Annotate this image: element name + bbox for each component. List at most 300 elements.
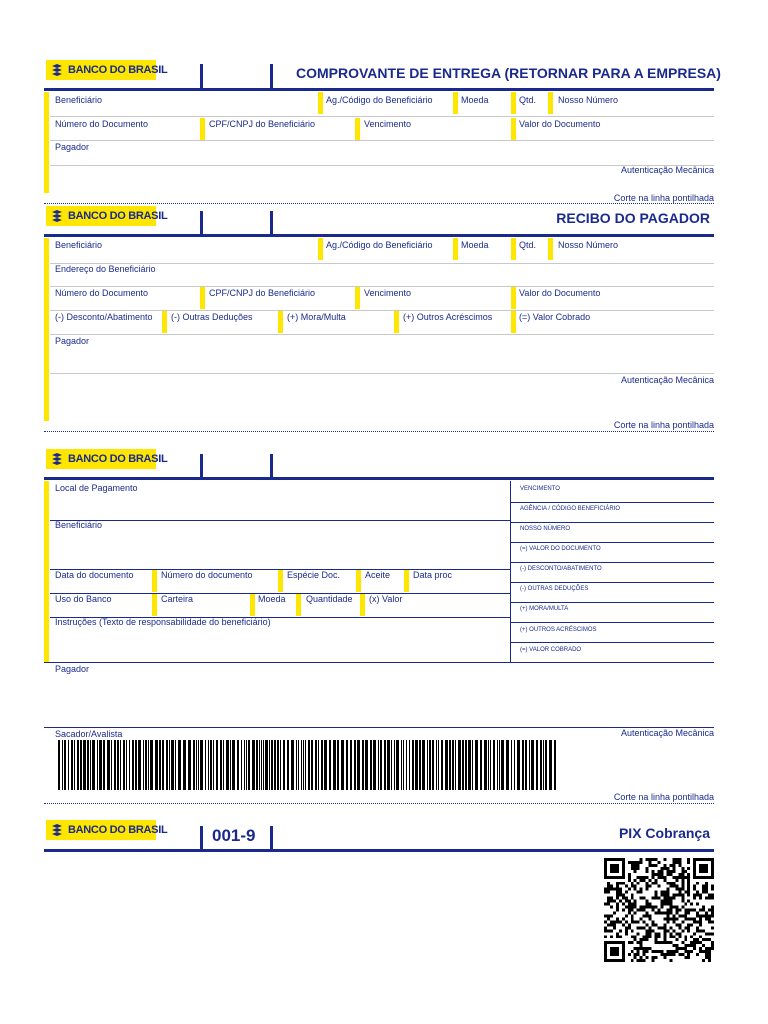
qtd-label: Qtd. (519, 95, 537, 105)
qr-module (649, 864, 652, 867)
qr-module (643, 876, 646, 879)
qr-module (655, 956, 658, 959)
qr-module (610, 914, 613, 917)
qr-module (655, 858, 658, 861)
qr-module (658, 873, 661, 876)
barcode-bar (162, 740, 164, 790)
field-marker (44, 92, 49, 193)
qr-module (613, 959, 616, 962)
barcode-bar (77, 740, 79, 790)
qr-module (619, 888, 622, 891)
row-separator (50, 116, 714, 117)
barcode-bar (132, 740, 134, 790)
qr-module (669, 941, 672, 944)
qr-module (625, 929, 628, 932)
qr-module (708, 932, 711, 935)
qr-module (637, 876, 640, 879)
right-field-label: (-) DESCONTO/ABATIMENTO (520, 566, 602, 572)
qr-module (652, 873, 655, 876)
column-divider (510, 481, 511, 662)
barcode-bar (438, 740, 439, 790)
qr-module (634, 885, 637, 888)
qr-module (678, 888, 681, 891)
qr-module (687, 879, 690, 882)
qr-module (631, 903, 634, 906)
qr-module (607, 929, 610, 932)
qr-module (681, 941, 684, 944)
qr-module (666, 900, 669, 903)
qr-module (610, 920, 613, 923)
qr-module (619, 858, 622, 861)
qr-module (708, 950, 711, 953)
qr-module (652, 909, 655, 912)
qr-module (628, 861, 631, 864)
cut-line (44, 431, 714, 432)
barcode-bar (409, 740, 410, 790)
qr-module (693, 920, 696, 923)
qr-module (649, 861, 652, 864)
qr-module (696, 953, 699, 956)
qr-module (646, 906, 649, 909)
qr-module (690, 923, 693, 926)
qr-module (631, 882, 634, 885)
right-field-label: (+) MORA/MULTA (520, 606, 569, 612)
qr-module (658, 876, 661, 879)
nosso-numero-label: Nosso Número (558, 240, 619, 250)
qr-module (655, 923, 658, 926)
qr-module (613, 911, 616, 914)
qr-module (622, 917, 625, 920)
qr-module (637, 932, 640, 935)
qr-module (658, 861, 661, 864)
qr-module (678, 932, 681, 935)
qr-module (684, 938, 687, 941)
qr-module (660, 873, 663, 876)
qr-module (649, 929, 652, 932)
qr-module (678, 894, 681, 897)
barcode-bar (196, 740, 197, 790)
qr-module (705, 932, 708, 935)
barcode-bar (522, 740, 524, 790)
qr-module (672, 929, 675, 932)
beneficiario-label: Beneficiário (55, 95, 103, 105)
qr-module (660, 926, 663, 929)
field-marker (200, 118, 205, 140)
qr-module (663, 935, 666, 938)
qr-module (616, 891, 619, 894)
barcode-bar (341, 740, 344, 790)
qr-module (655, 938, 658, 941)
qr-module (693, 870, 696, 873)
qr-module (658, 932, 661, 935)
barcode-bar (230, 740, 231, 790)
qr-module (649, 858, 652, 861)
row-separator (50, 140, 714, 141)
autenticacao-label: Autenticação Mecânica (620, 728, 714, 738)
barcode-bar (178, 740, 181, 790)
right-field-label: (=) VALOR DO DOCUMENTO (520, 546, 601, 552)
qr-module (616, 876, 619, 879)
barcode-bar (493, 740, 495, 790)
qr-module (663, 903, 666, 906)
bb-logo-icon (50, 209, 64, 223)
qtd-label: Qtd. (519, 240, 537, 250)
right-field-label: (+) OUTROS ACRÉSCIMOS (520, 627, 597, 633)
qr-module (637, 861, 640, 864)
qr-module (678, 876, 681, 879)
qr-module (604, 861, 607, 864)
qr-module (613, 888, 616, 891)
barcode-bar (208, 740, 209, 790)
qr-module (663, 917, 666, 920)
field-marker (162, 311, 167, 333)
vencimento-label: Vencimento (364, 288, 412, 298)
qr-module (684, 917, 687, 920)
qr-module (610, 947, 613, 950)
qr-module (678, 926, 681, 929)
qr-module (675, 947, 678, 950)
field-marker (355, 287, 360, 309)
qr-module (643, 914, 646, 917)
qr-module (640, 917, 643, 920)
qr-module (666, 903, 669, 906)
qr-module (711, 867, 714, 870)
qr-module (637, 947, 640, 950)
barcode-bar (511, 740, 512, 790)
barcode-bar (458, 740, 461, 790)
qr-module (646, 950, 649, 953)
qr-module (643, 909, 646, 912)
barcode-bar (362, 740, 364, 790)
barcode-bar (283, 740, 285, 790)
pix-title: PIX Cobrança (618, 825, 710, 841)
qr-module (607, 858, 610, 861)
qr-module (711, 876, 714, 879)
agencia-label: Ag./Código do Beneficiário (326, 95, 433, 105)
qr-module (649, 926, 652, 929)
qr-module (658, 911, 661, 914)
field-marker (250, 594, 255, 616)
nosso-numero-label: Nosso Número (558, 95, 619, 105)
qr-module (675, 888, 678, 891)
qr-module (613, 920, 616, 923)
qr-module (660, 911, 663, 914)
qr-module (616, 909, 619, 912)
valor-label: (x) Valor (369, 594, 403, 604)
qr-module (631, 959, 634, 962)
qr-module (687, 950, 690, 953)
qr-module (619, 894, 622, 897)
barcode-bar (311, 740, 313, 790)
qr-module (660, 953, 663, 956)
qr-module (649, 914, 652, 917)
qr-module (687, 867, 690, 870)
barcode-bar (391, 740, 392, 790)
qr-module (625, 900, 628, 903)
qr-module (675, 944, 678, 947)
qr-module (696, 938, 699, 941)
qr-module (613, 941, 616, 944)
field-marker (511, 287, 516, 309)
qr-module (708, 894, 711, 897)
qr-module (637, 926, 640, 929)
qr-module (616, 959, 619, 962)
header-divider (270, 211, 273, 235)
qr-module (610, 888, 613, 891)
qr-module (622, 897, 625, 900)
qr-module (702, 864, 705, 867)
barcode-bar (549, 740, 552, 790)
banco-do-brasil-logo (46, 820, 168, 840)
qr-module (705, 858, 708, 861)
header-divider (200, 64, 203, 88)
barcode-bar (536, 740, 538, 790)
qr-module (646, 932, 649, 935)
qr-module (684, 944, 687, 947)
qr-module (604, 914, 607, 917)
qr-module (693, 938, 696, 941)
qr-module (672, 935, 675, 938)
qr-module (604, 870, 607, 873)
barcode-bar (129, 740, 130, 790)
qr-module (634, 956, 637, 959)
qr-module (640, 858, 643, 861)
qr-module (619, 900, 622, 903)
barcode-bar (220, 740, 222, 790)
qr-module (622, 867, 625, 870)
qr-module (693, 941, 696, 944)
qr-module (631, 894, 634, 897)
qr-module (616, 906, 619, 909)
barcode-bar (256, 740, 258, 790)
qr-module (622, 864, 625, 867)
barcode-bar (497, 740, 498, 790)
qr-module (702, 867, 705, 870)
qr-module (660, 891, 663, 894)
corte-label: Corte na linha pontilhada (613, 792, 714, 802)
qr-module (705, 914, 708, 917)
qr-module (619, 920, 622, 923)
qr-module (705, 867, 708, 870)
barcode-bar (472, 740, 473, 790)
barcode-bar (237, 740, 239, 790)
barcode-bar (277, 740, 279, 790)
row-separator (50, 310, 714, 311)
qr-module (690, 903, 693, 906)
qr-module (622, 956, 625, 959)
beneficiario-label: Beneficiário (55, 240, 103, 250)
qr-module (693, 888, 696, 891)
qr-module (678, 858, 681, 861)
qr-module (666, 920, 669, 923)
qr-module (669, 911, 672, 914)
barcode-bar (303, 740, 304, 790)
qr-module (610, 941, 613, 944)
qr-module (646, 858, 649, 861)
barcode-bar (554, 740, 556, 790)
mora-label: (+) Mora/Multa (287, 312, 346, 322)
qr-module (702, 888, 705, 891)
barcode-bar (333, 740, 336, 790)
qr-module (646, 935, 649, 938)
qr-module (702, 959, 705, 962)
barcode-bar (501, 740, 504, 790)
qr-module (658, 950, 661, 953)
qr-module (616, 897, 619, 900)
barcode-bar (68, 740, 69, 790)
qr-module (658, 926, 661, 929)
qr-module (622, 923, 625, 926)
qr-module (690, 935, 693, 938)
qr-module (699, 909, 702, 912)
qr-module (640, 947, 643, 950)
qr-module (696, 882, 699, 885)
barcode-bar (80, 740, 82, 790)
barcode-bar (296, 740, 297, 790)
qr-module (634, 903, 637, 906)
qr-module (663, 938, 666, 941)
qr-module (711, 914, 714, 917)
qr-module (687, 909, 690, 912)
qr-module (666, 953, 669, 956)
qr-module (672, 882, 675, 885)
right-field-label: (-) OUTRAS DEDUÇÕES (520, 586, 589, 592)
beneficiario-label: Beneficiário (55, 520, 103, 530)
qr-module (646, 885, 649, 888)
qr-module (669, 959, 672, 962)
autenticacao-label: Autenticação Mecânica (620, 165, 714, 175)
qr-module (640, 959, 643, 962)
qr-module (672, 944, 675, 947)
qr-module (610, 876, 613, 879)
qr-module (663, 923, 666, 926)
field-marker (356, 570, 361, 592)
qr-module (613, 876, 616, 879)
qr-module (631, 885, 634, 888)
barcode-bar (545, 740, 547, 790)
barcode-bar (138, 740, 141, 790)
qr-module (693, 867, 696, 870)
qr-module (604, 941, 607, 944)
qr-module (705, 956, 708, 959)
barcode-bar (223, 740, 224, 790)
qr-module (690, 944, 693, 947)
qr-module (610, 858, 613, 861)
qr-module (616, 950, 619, 953)
barcode-bar (455, 740, 456, 790)
vencimento-label: Vencimento (364, 119, 412, 129)
barcode-bar (159, 740, 161, 790)
barcode-bar (354, 740, 356, 790)
qr-module (616, 858, 619, 861)
row-separator (510, 522, 714, 523)
qr-module (675, 932, 678, 935)
qr-module (640, 909, 643, 912)
field-marker (152, 570, 157, 592)
qr-module (678, 914, 681, 917)
barcode-bar (150, 740, 153, 790)
qr-module (702, 950, 705, 953)
qr-module (610, 900, 613, 903)
qr-module (684, 870, 687, 873)
barcode (58, 740, 558, 790)
barcode-bar (171, 740, 174, 790)
qr-module (625, 897, 628, 900)
barcode-bar (58, 740, 60, 790)
qr-module (640, 891, 643, 894)
barcode-bar (291, 740, 294, 790)
qr-module (643, 879, 646, 882)
barcode-bar (365, 740, 368, 790)
qr-module (699, 941, 702, 944)
qr-module (699, 929, 702, 932)
qr-module (637, 941, 640, 944)
barcode-bar (107, 740, 110, 790)
qr-module (646, 888, 649, 891)
field-marker (453, 238, 458, 260)
desconto-label: (-) Desconto/Abatimento (55, 312, 153, 322)
qr-module (607, 914, 610, 917)
logo-text: BANCO DO BRASIL (68, 64, 168, 76)
field-marker (511, 118, 516, 140)
qr-module (663, 894, 666, 897)
qr-module (663, 911, 666, 914)
barcode-bar (499, 740, 500, 790)
qr-module (607, 923, 610, 926)
qr-module (684, 947, 687, 950)
barcode-bar (200, 740, 203, 790)
qr-module (711, 864, 714, 867)
qr-module (616, 903, 619, 906)
qr-module (681, 888, 684, 891)
qr-module (699, 917, 702, 920)
qr-module (696, 903, 699, 906)
qr-module (607, 903, 610, 906)
barcode-bar (259, 740, 260, 790)
qr-module (655, 932, 658, 935)
qr-module (655, 891, 658, 894)
qr-module (690, 917, 693, 920)
qr-module (663, 864, 666, 867)
barcode-bar (183, 740, 186, 790)
qr-module (655, 906, 658, 909)
barcode-bar (103, 740, 105, 790)
qr-module (619, 941, 622, 944)
qr-module (634, 938, 637, 941)
qr-module (681, 947, 684, 950)
barcode-bar (210, 740, 212, 790)
barcode-bar (315, 740, 317, 790)
qr-module (655, 879, 658, 882)
barcode-bar (384, 740, 386, 790)
barcode-bar (380, 740, 382, 790)
outros-acrescimos-label: (+) Outros Acréscimos (403, 312, 493, 322)
field-marker (511, 311, 516, 333)
barcode-bar (298, 740, 299, 790)
qr-module (634, 870, 637, 873)
outras-deducoes-label: (-) Outras Deduções (171, 312, 253, 322)
qr-module (666, 867, 669, 870)
qr-module (649, 879, 652, 882)
qr-module (616, 920, 619, 923)
qr-module (699, 870, 702, 873)
qr-module (652, 959, 655, 962)
qr-module (604, 920, 607, 923)
barcode-bar (373, 740, 376, 790)
barcode-bar (378, 740, 379, 790)
qr-module (681, 867, 684, 870)
qr-module (687, 885, 690, 888)
